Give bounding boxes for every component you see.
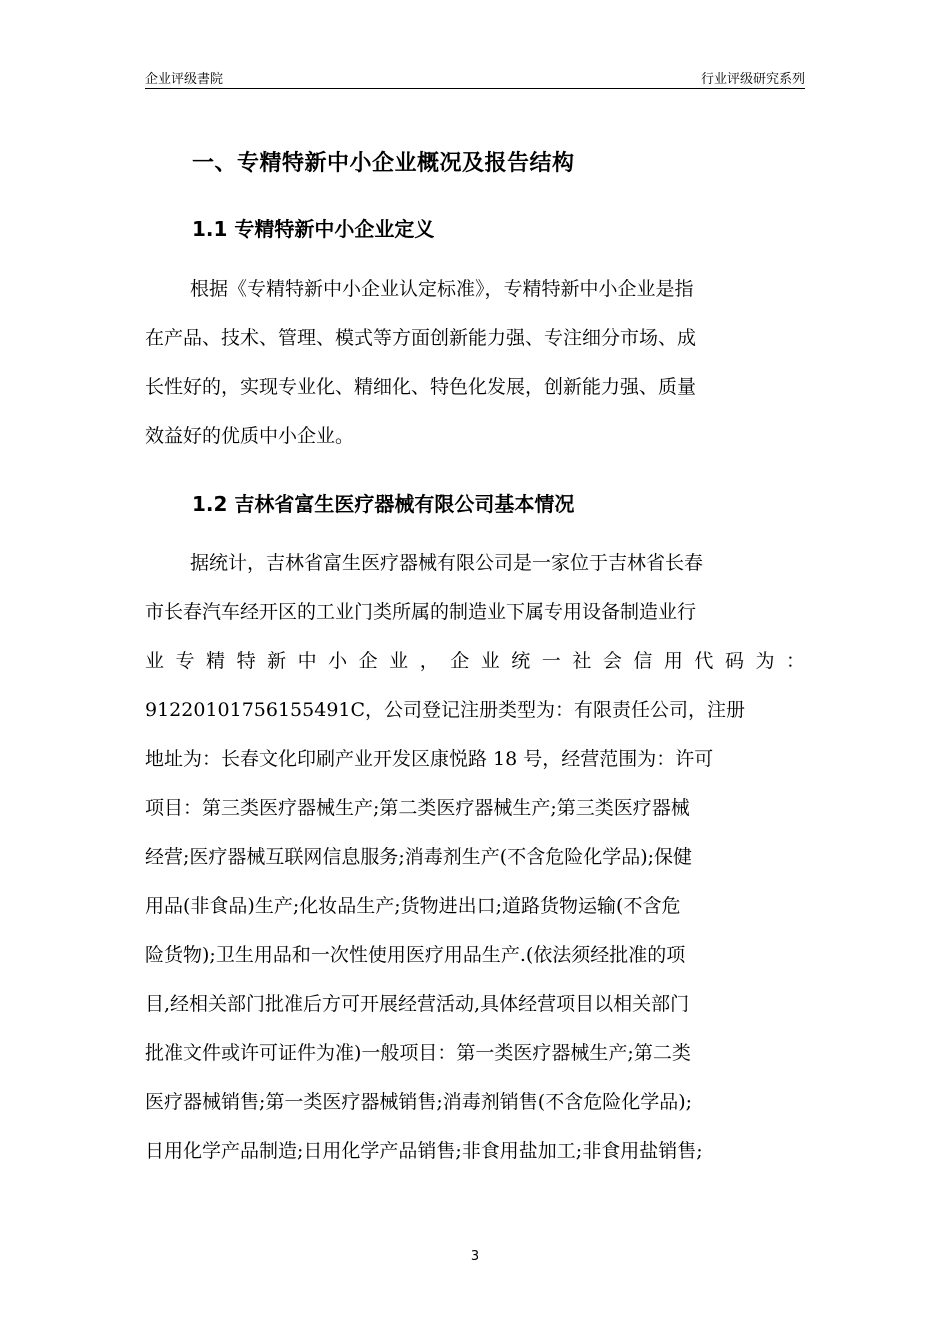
paragraph-line: 医疗器械销售;第一类医疗器械销售;消毒剂销售(不含危险化学品); [145, 1091, 693, 1113]
paragraph-line: 日用化学产品制造;日用化学产品销售;非食用盐加工;非食用盐销售; [145, 1140, 703, 1162]
header-right-text: 行业评级研究系列 [700, 72, 805, 87]
section-heading: 一、专精特新中小企业概况及报告结构 [192, 151, 575, 176]
paragraph-line: 市长春汽车经开区的工业门类所属的制造业下属专用设备制造业行 [145, 601, 697, 623]
paragraph-line: 在产品、技术、管理、模式等方面创新能力强、专注细分市场、成 [145, 327, 697, 349]
paragraph-line: 根据《专精特新中小企业认定标准》，专精特新中小企业是指 [190, 278, 694, 300]
paragraph-line: 地址为：长春文化印刷产业开发区康悦路 18 号，经营范围为：许可 [145, 748, 714, 770]
paragraph-line: 用品(非食品)生产;化妆品生产;货物进出口;道路货物运输(不含危 [145, 895, 681, 917]
paragraph-line: 批准文件或许可证件为准)一般项目：第一类医疗器械生产;第二类 [145, 1042, 691, 1064]
paragraph-line: 目,经相关部门批准后方可开展经营活动,具体经营项目以相关部门 [145, 993, 690, 1015]
paragraph-line: 91220101756155491C，公司登记注册类型为：有限责任公司，注册 [145, 699, 746, 721]
definition-paragraph [145, 265, 805, 461]
paragraph-line: 险货物);卫生用品和一次性使用医疗用品生产.(依法须经批准的项 [145, 944, 686, 966]
page-number: 3 [470, 1249, 480, 1264]
subsection-heading-definition: 1.1 专精特新中小企业定义 [192, 217, 435, 241]
page-header [145, 66, 805, 89]
company-paragraph [145, 539, 805, 1176]
header-left-text: 企业评级書院 [145, 72, 224, 87]
paragraph-line: 据统计，吉林省富生医疗器械有限公司是一家位于吉林省长春 [190, 552, 704, 574]
paragraph-line: 项目：第三类医疗器械生产;第二类医疗器械生产;第三类医疗器械 [145, 797, 690, 819]
paragraph-line: 效益好的优质中小企业。 [145, 425, 355, 447]
subsection-heading-company: 1.2 吉林省富生医疗器械有限公司基本情况 [192, 492, 575, 516]
paragraph-line: 经营;医疗器械互联网信息服务;消毒剂生产(不含危险化学品);保健 [145, 846, 693, 868]
paragraph-line: 长性好的，实现专业化、精细化、特色化发展，创新能力强、质量 [145, 376, 697, 398]
paragraph-line: 业 专 精 特 新 中 小 企 业 ， 企 业 统 一 社 会 信 用 代 码 为 ： [145, 650, 805, 672]
